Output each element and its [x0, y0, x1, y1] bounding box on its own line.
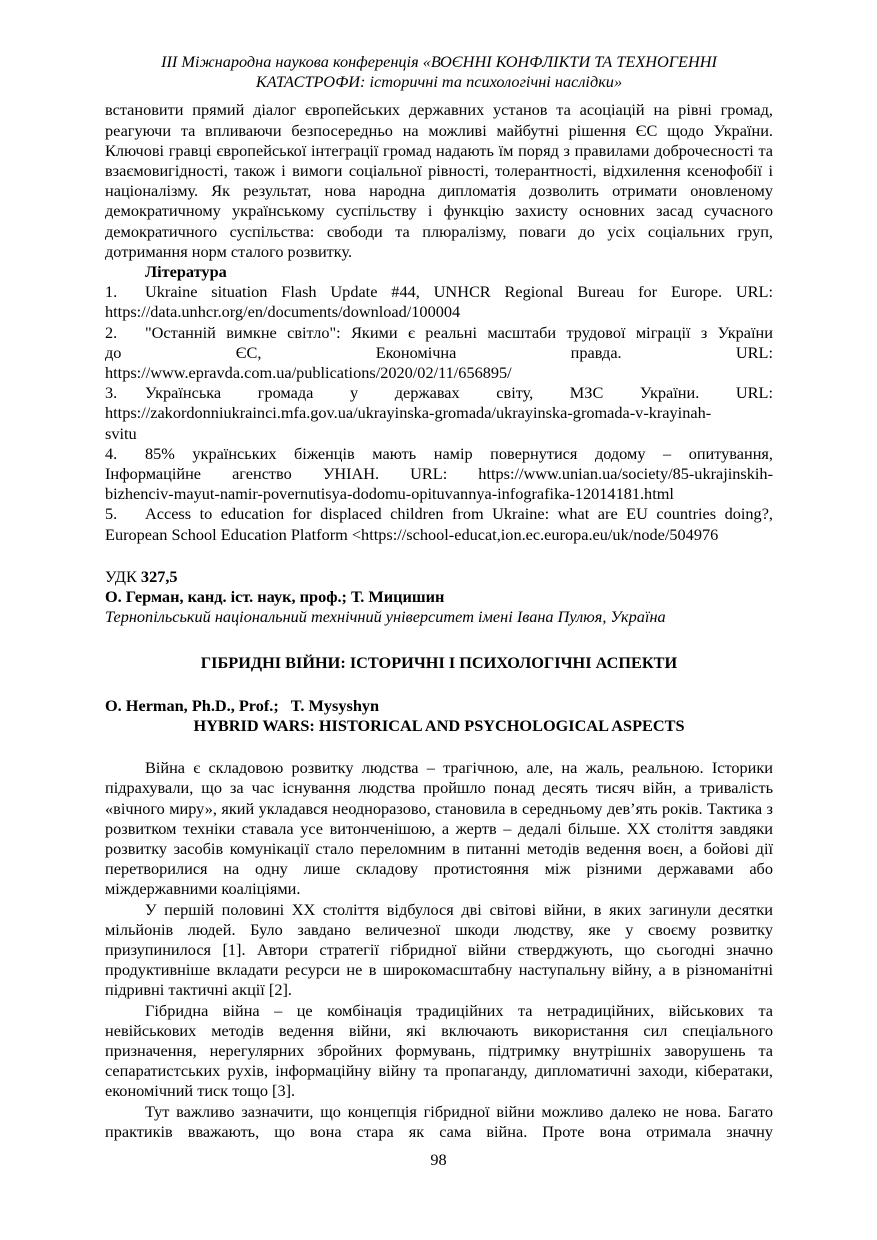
body-paragraph: Війна є складовою розвитку людства – трагічною, але, на жаль, реальною. Історики підрахували, що за час існування людства пройшло понад десять тисяч війн, а тривалість «вічного миру», який укладався неодноразово, становила в середньому дев’ять років. Тактика з розвитком техніки ставала усе витонченішою, а жертв – дедалі більше. XX століття завдяки розвитку засобів комунікації стало переломним в питанні методів ведення воєн, а бойові дії перетворилися на одну лише складову протистояння між різними державами або міждержавними коаліціями.: [105, 758, 773, 899]
udk-line: [105, 567, 773, 587]
udk-label: УДК: [105, 566, 141, 586]
article-title-en: HYBRID WARS: HISTORICAL AND PSYCHOLOGICAL ASPECTS: [193, 715, 685, 735]
reference-text: Українська громада у державах світу, МЗС України. URL:: [145, 383, 773, 403]
reference-item: [105, 444, 773, 505]
reference-item: [105, 282, 773, 322]
reference-url[interactable]: https://www.epravda.com.ua/publications/2020/02/11/656895/: [105, 363, 512, 383]
page-number: 98: [430, 1150, 447, 1169]
page-content: [105, 52, 773, 1142]
reference-number: 1.: [105, 282, 118, 302]
reference-number: 5.: [105, 504, 118, 524]
authors-ua: О. Герман, канд. іст. наук, проф.; Т. Мицишин: [105, 587, 445, 607]
reference-text: 85% українських біженців мають намір повернутися додому – опитування,: [145, 443, 773, 463]
reference-text-cont: Інформаційне агенство УНІАН. URL: https://www.unian.ua/society/85-ukrajinskih-: [105, 464, 773, 484]
reference-url[interactable]: https://data.unhcr.org/en/documents/download/100004: [105, 302, 461, 322]
running-header: [105, 52, 773, 92]
header-line-1: III Міжнародна наукова конференція «ВОЄННІ КОНФЛІКТИ ТА ТЕХНОГЕННІ: [161, 52, 717, 71]
literature-title: Література: [145, 262, 227, 282]
reference-item: [105, 323, 773, 384]
reference-item: [105, 504, 773, 544]
affiliation: Тернопільський національний технічний університет імені Івана Пулюя, Україна: [105, 607, 666, 627]
reference-item: [105, 383, 773, 444]
reference-number: 4.: [105, 443, 118, 463]
reference-number: 2.: [105, 322, 118, 342]
udk-value: 327,5: [140, 566, 178, 586]
reference-url-cont[interactable]: svitu: [105, 423, 137, 443]
intro-paragraph: встановити прямий діалог європейських державних установ та асоціацій на рівні громад, реагуючи та впливаючи безпосередньо на можливі майбутні рішення ЄС щодо України. Ключові гравці європейської інтеграції громад надають їм поряд з правилами доброчесності та взаємовигідності, також і вимоги соціальної рівності, толерантності, відхилення ксенофобії і націоналізму. Як результат, нова народна дипломатія дозволить отримати оновленому демократичному українському суспільству і функцію захисту основних засад сучасного демократичного суспільства: свободи та плюралізму, поваги до усіх соціальних груп, дотримання норм сталого розвитку.: [105, 100, 773, 261]
reference-url[interactable]: https://zakordonniukrainci.mfa.gov.ua/ukrayinska-gromada/ukrayinska-gromada-v-krayinah-: [105, 403, 712, 423]
body-paragraph: Гібридна війна – це комбінація традиційних та нетрадиційних, військових та невійськових методів ведення війни, які включають використання сил спеціального призначення, нерегулярних збройних формувань, підтримку внутрішніх заворушень та сепаратистських рухів, інформаційну війну та пропаганду, дипломатичні заходи, кібератаки, економічний тиск тощо [3].: [105, 1000, 773, 1101]
reference-number: 3.: [105, 383, 118, 403]
body-paragraph: У першій половині XX століття відбулося дві світові війни, в яких загинули десятки мільйонів людей. Було завдано величезної шкоди людству, яке у своєму розвитку призупинилося [1]. Автори стратегії гібридної війни стверджують, що сьогодні значно продуктивніше вкладати ресурси не в широкомасштабну наступальну війну, а в різноманітні підривні тактичні акції [2].: [105, 899, 773, 1000]
reference-text: Access to education for displaced children from Ukraine: what are EU countries doing?,: [145, 504, 773, 524]
header-line-2: КАТАСТРОФИ: історичні та психологічні наслідки»: [255, 72, 623, 92]
reference-text-cont: до ЄС, Економічна правда. URL:: [105, 342, 773, 362]
reference-text: "Останній вимкне світло": Якими є реальні масштаби трудової міграції з України: [145, 322, 773, 342]
reference-text: Ukraine situation Flash Update #44, UNHCR Regional Bureau for Europe. URL:: [145, 282, 773, 302]
reference-list: [105, 282, 773, 545]
reference-text-cont: European School Education Platform <https://school-educat,ion.ec.europa.eu/uk/node/504976: [105, 524, 719, 544]
article-title-ua: ГІБРИДНІ ВІЙНИ: ІСТОРИЧНІ І ПСИХОЛОГІЧНІ АСПЕКТИ: [200, 653, 678, 673]
body-paragraph: Тут важливо зазначити, що концепція гібридної війни можливо далеко не нова. Багато практиків вважають, що вона стара як сама війна. Проте вона отримала значну: [105, 1101, 773, 1141]
authors-en: O. Herman, Ph.D., Prof.; T. Mysyshyn: [105, 695, 380, 715]
reference-url-cont[interactable]: bizhenciv-mayut-namir-povernutisya-dodomu-opituvannya-infografika-12014181.html: [105, 484, 674, 504]
